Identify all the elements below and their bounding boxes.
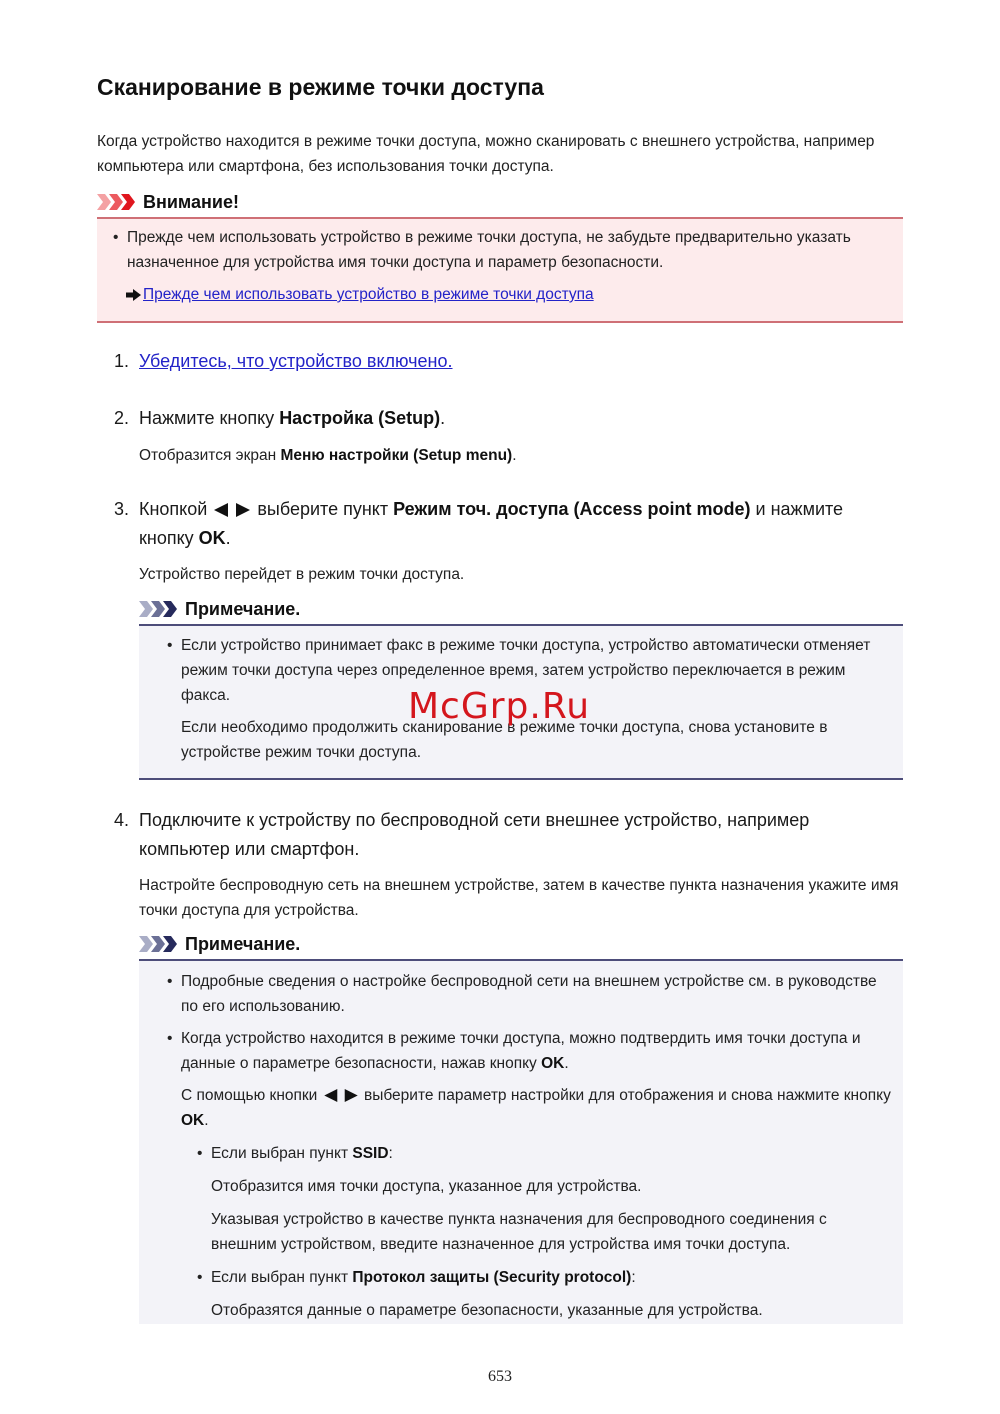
step-2-result: [139, 443, 899, 468]
note-text-mid: выберите параметр настройки для отображения и снова нажмите кнопку: [359, 1087, 891, 1104]
step-number: 1.: [114, 351, 130, 371]
note-header: [139, 597, 300, 621]
ok-button-label: OK: [198, 528, 226, 548]
before-using-ap-mode-link[interactable]: Прежде чем использовать устройство в режиме точки доступа: [143, 286, 594, 303]
step-text-end: .: [225, 528, 231, 548]
intro-paragraph: Когда устройство находится в режиме точки доступа, можно сканировать с внешнего устройства, например компьютера или смартфона, без использования точки доступа.: [97, 133, 875, 175]
note-sub-bullet-ssid: [197, 1141, 887, 1166]
step-text: Нажмите кнопку: [139, 408, 280, 428]
setup-button-label: Настройка (Setup): [279, 408, 441, 428]
step-number: 2.: [114, 408, 130, 428]
note-paragraph: Если необходимо продолжить сканирование в режиме точки доступа, снова установите в устройстве режим точки доступа.: [181, 719, 828, 761]
note-sub-paragraph: Указывая устройство в качестве пункта назначения для беспроводного соединения с внешним устройством, введите назначенное для устройства имя точки доступа.: [211, 1211, 827, 1253]
security-protocol-label: Протокол защиты (Security protocol): [352, 1269, 632, 1286]
bullet-dot: •: [167, 1030, 173, 1047]
sub-bullet-text-end: :: [388, 1145, 393, 1162]
note-bullet: [167, 1026, 887, 1076]
ssid-label: SSID: [352, 1145, 389, 1162]
step-3: [114, 495, 884, 553]
ok-button-label: OK: [181, 1112, 205, 1129]
note-bullet: [167, 969, 887, 1019]
step-number: 4.: [114, 810, 130, 830]
note-paragraph: [181, 1083, 891, 1133]
triple-chevron-blue-icon: [139, 601, 179, 617]
setup-menu-label: Меню настройки (Setup menu): [280, 447, 513, 464]
step-text: Кнопкой: [139, 499, 208, 519]
caution-header: [97, 190, 239, 214]
bullet-dot: •: [113, 229, 119, 246]
note-text: Подробные сведения о настройке беспроводной сети на внешнем устройстве см. в руководстве по его использованию.: [181, 973, 877, 1015]
caution-link-row: [126, 283, 594, 307]
bullet-dot: •: [197, 1269, 203, 1286]
bullet-dot: •: [167, 637, 173, 654]
note-text-end: .: [204, 1112, 209, 1129]
note-bullet: [167, 633, 887, 708]
bullet-dot: •: [167, 973, 173, 990]
step-4: [114, 806, 884, 864]
step-3-result: Устройство перейдет в режим точки доступа.: [139, 566, 465, 583]
caution-text: Прежде чем использовать устройство в режиме точки доступа, не забудьте предварительно указать назначенное для устройства имя точки доступа и параметр безопасности.: [127, 229, 851, 271]
caution-title: Внимание!: [143, 191, 239, 212]
step-number: 3.: [114, 499, 130, 519]
watermark: McGrp.Ru: [408, 686, 591, 727]
note-sub-paragraph: Отобразятся данные о параметре безопасности, указанные для устройства.: [211, 1302, 763, 1319]
bullet-dot: •: [197, 1145, 203, 1162]
step-2: [114, 404, 884, 433]
step-1: [114, 347, 884, 376]
note-sub-paragraph: Отобразится имя точки доступа, указанное для устройства.: [211, 1178, 642, 1195]
step-text: Подключите к устройству по беспроводной сети внешнее устройство, например компьютер или смартфон.: [139, 810, 810, 859]
triple-chevron-blue-icon: [139, 936, 179, 952]
note-title: Примечание.: [185, 933, 301, 954]
result-text-end: .: [512, 447, 517, 464]
step-4-instruction: Настройте беспроводную сеть на внешнем устройстве, затем в качестве пункта назначения укажите имя точки доступа для устройства.: [139, 877, 899, 919]
note-text: Если устройство принимает факс в режиме точки доступа, устройство автоматически отменяет режим точки доступа через определенное время, затем устройство переключается в режим факса.: [181, 637, 871, 704]
sub-bullet-text-end: :: [631, 1269, 636, 1286]
note-text-end: .: [564, 1055, 569, 1072]
step-text-mid: выберите пункт: [252, 499, 394, 519]
note-title: Примечание.: [185, 598, 301, 619]
note-text: С помощью кнопки: [181, 1087, 318, 1104]
access-point-mode-label: Режим точ. доступа (Access point mode): [393, 499, 751, 519]
step-text-end: .: [440, 408, 446, 428]
note-box: [139, 624, 903, 780]
ok-button-label: OK: [541, 1055, 565, 1072]
caution-box: [97, 217, 903, 323]
note-header: [139, 932, 300, 956]
sub-bullet-text: Если выбран пункт: [211, 1269, 353, 1286]
step-text-mid2: и нажмите кнопку: [139, 499, 844, 548]
arrow-right-icon: [126, 289, 142, 301]
page-title: Сканирование в режиме точки доступа: [97, 74, 544, 100]
left-right-arrows-icon: [324, 1089, 358, 1102]
triple-chevron-red-icon: [97, 194, 137, 210]
note-text: Когда устройство находится в режиме точки доступа, можно подтвердить имя точки доступа и данные о параметре безопасности, нажав кнопку: [181, 1030, 861, 1072]
ensure-power-on-link[interactable]: Убедитесь, что устройство включено.: [139, 351, 453, 371]
sub-bullet-text: Если выбран пункт: [211, 1145, 353, 1162]
caution-bullet: [113, 225, 883, 275]
page-number: 653: [488, 1368, 512, 1385]
result-text: Отобразится экран: [139, 447, 281, 464]
left-right-arrows-icon: [214, 503, 250, 517]
note-sub-bullet-security: [197, 1265, 887, 1290]
note-box: [139, 959, 903, 1324]
